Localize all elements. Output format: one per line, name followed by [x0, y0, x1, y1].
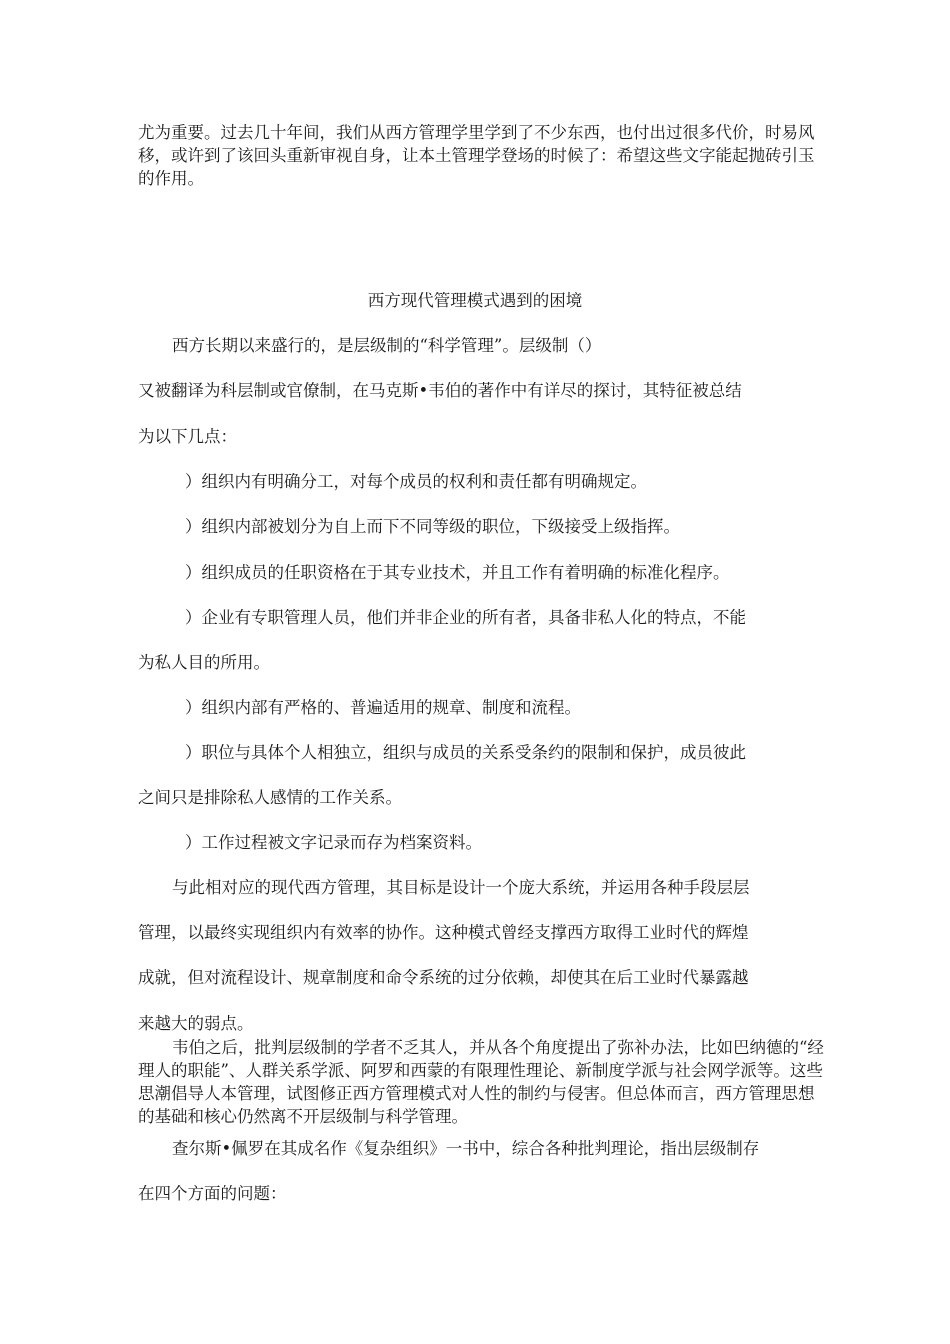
- list-item-continuation: 之间只是排除私人感情的工作关系。: [138, 788, 402, 807]
- section-title: 西方现代管理模式遇到的困境: [367, 291, 583, 310]
- p2-line-1: 与此相对应的现代西方管理，其目标是设计一个庞大系统，并运用各种手段层层: [172, 878, 750, 897]
- list-item-continuation: 为私人目的所用。: [138, 653, 270, 672]
- list-item: ）组织内有明确分工，对每个成员的权利和责任都有明确规定。: [185, 472, 647, 491]
- p1-line-1: 西方长期以来盛行的，是层级制的“科学管理”。层级制（）: [172, 336, 602, 355]
- p1-line-2: 又被翻译为科层制或官僚制，在马克斯•韦伯的著作中有详尽的探讨，其特征被总结: [138, 381, 742, 400]
- list-item: ）组织内部有严格的、普遍适用的规章、制度和流程。: [185, 698, 581, 717]
- list-item: ）组织成员的任职资格在于其专业技术，并且工作有着明确的标准化程序。: [185, 563, 730, 582]
- p2-line-3: 成就，但对流程设计、规章制度和命令系统的过分依赖，却使其在后工业时代暴露越: [138, 968, 749, 987]
- list-item: ）企业有专职管理人员，他们并非企业的所有者，具备非私人化的特点，不能: [185, 608, 746, 627]
- p2-line-4: 来越大的弱点。: [138, 1014, 254, 1033]
- list-item: ）职位与具体个人相独立，组织与成员的关系受条约的限制和保护，成员彼此: [185, 743, 746, 762]
- list-item: ）工作过程被文字记录而存为档案资料。: [185, 833, 482, 852]
- list-item: ）组织内部被划分为自上而下不同等级的职位，下级接受上级指挥。: [185, 517, 680, 536]
- p4-line-1: 查尔斯•佩罗在其成名作《复杂组织》一书中，综合各种批判理论，指出层级制存: [172, 1139, 760, 1158]
- intro-paragraph: 尤为重要。过去几十年间，我们从西方管理学里学到了不少东西，也付出过很多代价，时易风移，或许到了该回头重新审视自身，让本土管理学登场的时候了：希望这些文字能起抛砖引玉的作用。: [138, 123, 815, 188]
- p1-line-3: 为以下几点：: [138, 427, 237, 446]
- p4-line-2: 在四个方面的问题：: [138, 1184, 287, 1203]
- p3-paragraph: 韦伯之后，批判层级制的学者不乏其人，并从各个角度提出了弥补办法，比如巴纳德的“经理人的职能”、人群关系学派、阿罗和西蒙的有限理性理论、新制度学派与社会网学派等。这些思潮倡导人本管理，试图修正西方管理模式对人性的制约与侵害。但总体而言，西方管理思想的基础和核心仍然离不开层级制与科学管理。: [138, 1038, 824, 1126]
- p2-line-2: 管理，以最终实现组织内有效率的协作。这种模式曾经支撑西方取得工业时代的辉煌: [138, 923, 749, 942]
